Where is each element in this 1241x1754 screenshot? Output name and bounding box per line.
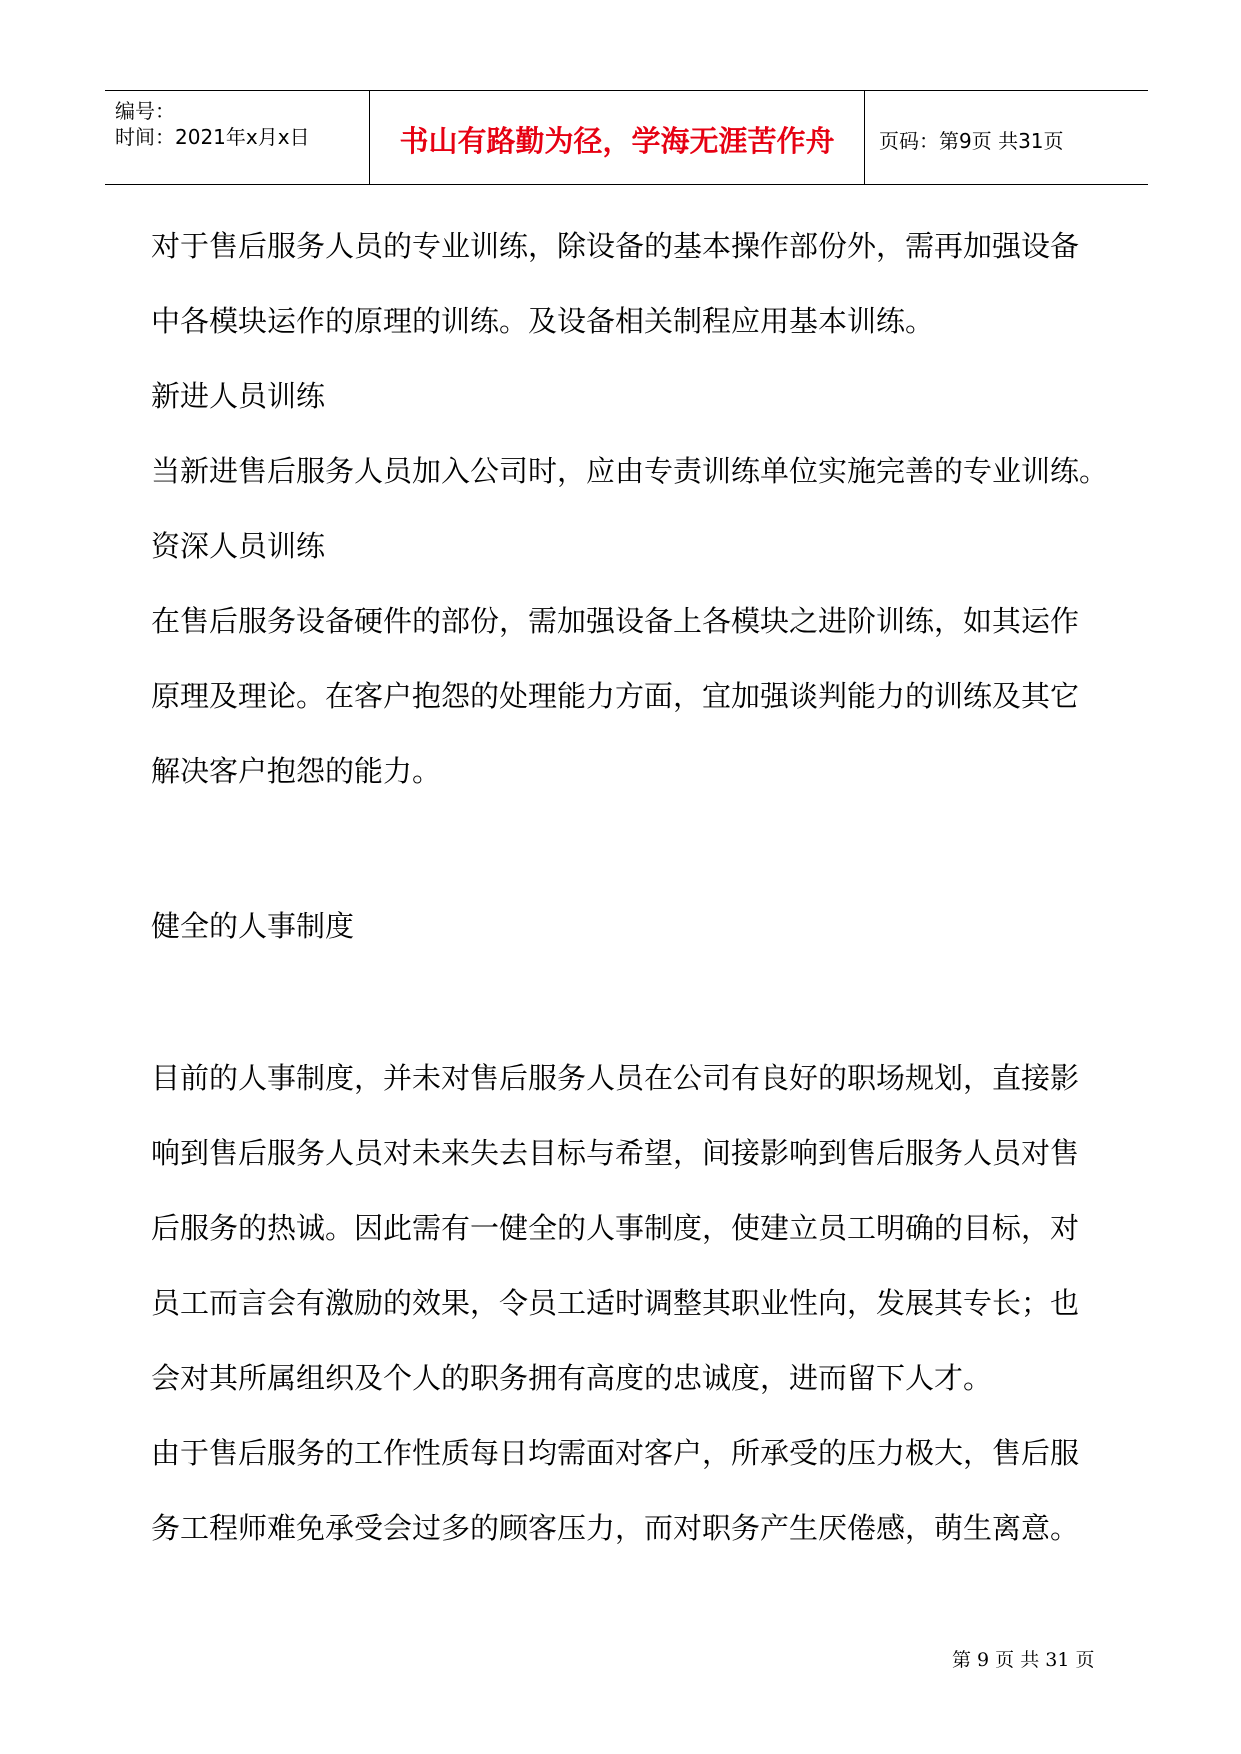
body-line: 在售后服务设备硬件的部份，需加强设备上各模块之进阶训练，如其运作 bbox=[151, 604, 1080, 638]
body-line: 解决客户抱怨的能力。 bbox=[151, 754, 442, 788]
body-line: 后服务的热诚。因此需有一健全的人事制度，使建立员工明确的目标，对 bbox=[151, 1211, 1080, 1245]
body-line: 中各模块运作的原理的训练。及设备相关制程应用基本训练。 bbox=[151, 304, 935, 338]
body-line: 务工程师难免承受会过多的顾客压力，而对职务产生厌倦感，萌生离意。 bbox=[151, 1511, 1080, 1545]
body-line: 由于售后服务的工作性质每日均需面对客户，所承受的压力极大，售后服 bbox=[151, 1436, 1080, 1470]
subheading-senior-staff-training: 资深人员训练 bbox=[151, 529, 326, 563]
header-motto-cell bbox=[370, 91, 865, 184]
header-motto: 书山有路勤为径，学海无涯苦作舟 bbox=[399, 124, 835, 158]
body-line: 会对其所属组织及个人的职务拥有高度的忠诚度，进而留下人才。 bbox=[151, 1361, 993, 1395]
header-page-cell bbox=[865, 91, 1148, 184]
document-time-label: 时间：2021年x月x日 bbox=[115, 125, 310, 149]
body-line: 员工而言会有激励的效果，令员工适时调整其职业性向，发展其专长；也 bbox=[151, 1286, 1080, 1320]
section-heading-hr-system: 健全的人事制度 bbox=[151, 909, 355, 943]
body-line: 响到售后服务人员对未来失去目标与希望，间接影响到售后服务人员对售 bbox=[151, 1136, 1080, 1170]
page-footer-number: 第 9 页 共 31 页 bbox=[952, 1649, 1095, 1671]
page-header bbox=[105, 90, 1148, 185]
body-line: 原理及理论。在客户抱怨的处理能力方面，宜加强谈判能力的训练及其它 bbox=[151, 679, 1080, 713]
body-line: 对于售后服务人员的专业训练，除设备的基本操作部份外，需再加强设备 bbox=[151, 229, 1080, 263]
body-line: 当新进售后服务人员加入公司时，应由专责训练单位实施完善的专业训练。 bbox=[151, 454, 1109, 488]
subheading-new-staff-training: 新进人员训练 bbox=[151, 379, 326, 413]
header-meta-cell bbox=[105, 91, 370, 184]
body-line: 目前的人事制度，并未对售后服务人员在公司有良好的职场规划，直接影 bbox=[151, 1061, 1080, 1095]
header-page-number: 页码：第9页 共31页 bbox=[879, 129, 1064, 153]
document-number-label: 编号： bbox=[115, 99, 175, 123]
